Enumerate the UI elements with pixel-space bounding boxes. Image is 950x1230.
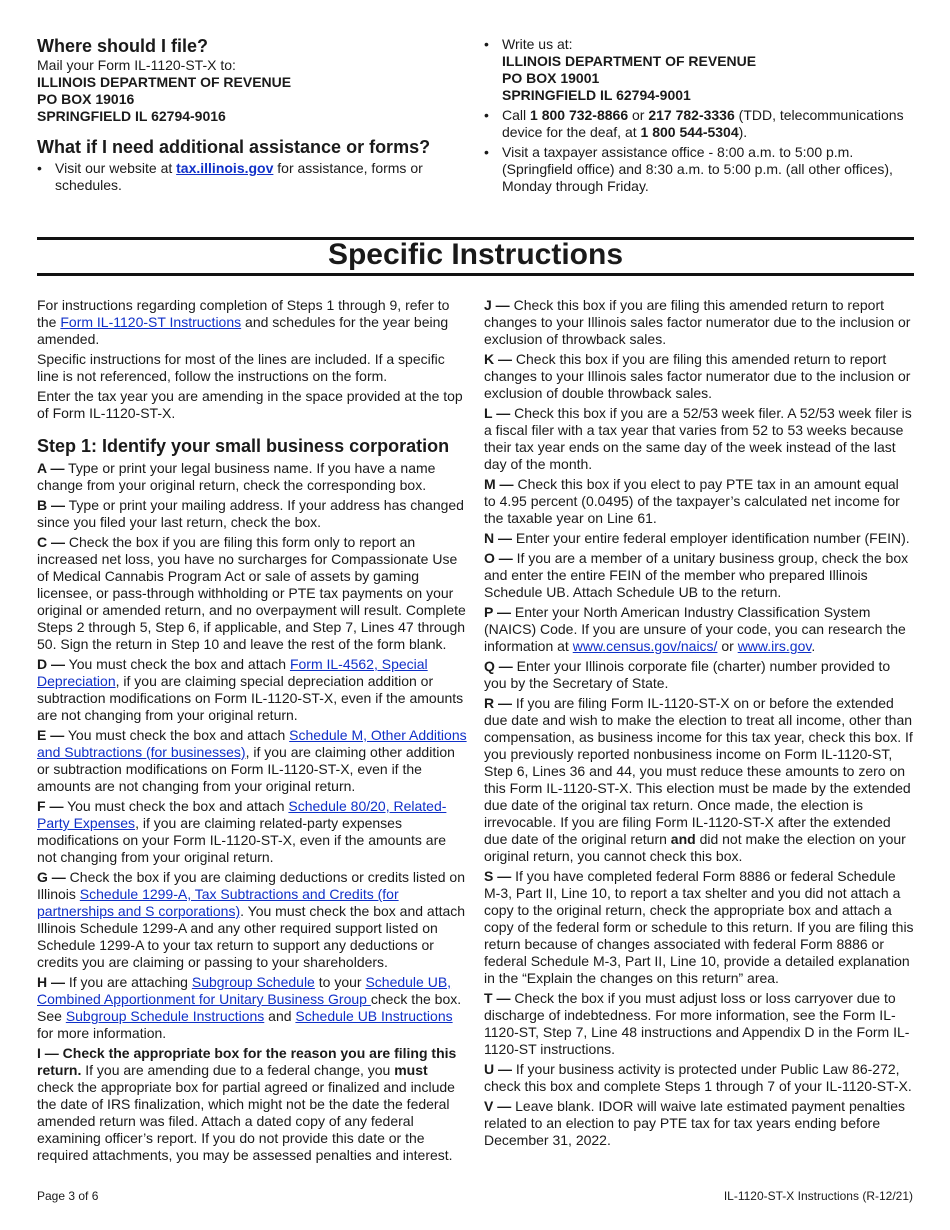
contact-list bbox=[484, 36, 914, 195]
text: and schedules for the year being amended. bbox=[37, 314, 449, 347]
text: For instructions regarding completion of Steps 1 through 9, refer to the bbox=[37, 297, 450, 330]
census-naics-link[interactable]: www.census.gov/naics/ bbox=[572, 638, 718, 654]
text: If your business activity is protected under Public Law 86-272, check this box and complete Steps 1 through 7 of your IL-1120-ST-X. bbox=[484, 1061, 912, 1094]
text: and bbox=[264, 1008, 296, 1024]
page-number: Page 3 of 6 bbox=[37, 1189, 99, 1203]
text: check the box. See bbox=[37, 991, 462, 1024]
text: You must check the box and attach bbox=[65, 656, 290, 672]
item-c bbox=[37, 534, 467, 653]
item-label: L — bbox=[484, 405, 511, 421]
item-d bbox=[37, 656, 467, 724]
item-label: S — bbox=[484, 868, 512, 884]
item-label: T — bbox=[484, 990, 511, 1006]
item-u bbox=[484, 1061, 914, 1095]
item-label: U — bbox=[484, 1061, 512, 1077]
item-q bbox=[484, 658, 914, 692]
schedule-ub-instructions-link[interactable]: Schedule UB Instructions bbox=[295, 1008, 453, 1024]
item-label: R — bbox=[484, 695, 512, 711]
item-label: F — bbox=[37, 798, 64, 814]
list-item bbox=[484, 36, 914, 104]
text: You must check the box and attach bbox=[63, 798, 289, 814]
left-column bbox=[37, 297, 467, 1167]
schedule-8020-link[interactable]: Schedule 80/20, Related-Party Expenses bbox=[37, 798, 447, 831]
item-k bbox=[484, 351, 914, 402]
text: (TDD, telecommunications device for the deaf, at bbox=[502, 107, 904, 140]
item-t bbox=[484, 990, 914, 1058]
right-column bbox=[484, 297, 914, 1152]
text: Check this box if you are a 52/53 week filer. A 52/53 week filer is a fiscal filer with a tax year that varies from 52 to 53 weeks because their tax year ends on the same day of the week instead of the last day of the month. bbox=[484, 405, 912, 472]
where-to-file-heading: Where should I file? bbox=[37, 36, 209, 56]
emphasis: must bbox=[394, 1062, 428, 1078]
schedule-ub-link[interactable]: Schedule UB, Combined Apportionment for Unitary Business Group bbox=[37, 974, 452, 1007]
item-label: C — bbox=[37, 534, 65, 550]
text: Leave blank. IDOR will waive late estimated payment penalties related to an election to pay PTE tax for tax years ending before December 31, 2022. bbox=[484, 1098, 905, 1148]
schedule-m-link[interactable]: Schedule M, Other Additions and Subtractions (for businesses) bbox=[37, 727, 467, 760]
address-line: ILLINOIS DEPARTMENT OF REVENUE bbox=[502, 53, 757, 69]
text: Call bbox=[502, 107, 531, 123]
text: for assistance, forms or schedules. bbox=[55, 160, 423, 193]
item-e bbox=[37, 727, 467, 795]
text: If you are amending due to a federal change, you bbox=[81, 1062, 395, 1078]
text: Check this box if you are filing this amended return to report changes to your Illinois sales factor numerator due to the inclusion or exclusion of double throwback sales. bbox=[484, 351, 911, 401]
item-s bbox=[484, 868, 914, 987]
phone-number: 1 800 544-5304 bbox=[640, 124, 739, 140]
text: If you are a member of a unitary business group, check the box and enter the entire FEIN of the member who prepared Illinois Schedule UB. Attach Schedule UB to the return. bbox=[484, 550, 909, 600]
text: You must check the box and attach bbox=[64, 727, 290, 743]
item-o bbox=[484, 550, 914, 601]
item-label: A — bbox=[37, 460, 65, 476]
phone-number: 217 782-3336 bbox=[648, 107, 735, 123]
text: , if you are claiming special depreciation addition or subtraction modifications on Form IL-1120-ST-X, even if the amounts are not changing from your original return. bbox=[37, 673, 464, 723]
item-b bbox=[37, 497, 467, 531]
text: for more information. bbox=[37, 1025, 167, 1041]
mail-intro: Mail your Form IL-1120-ST-X to: bbox=[37, 57, 236, 73]
text: , if you are claiming related-party expenses modifications on your Form IL-1120-ST-X, even if the amounts are not changing from your original return. bbox=[37, 815, 447, 865]
where-to-file-section bbox=[37, 36, 457, 197]
text: Enter your Illinois corporate file (charter) number provided to you by the Secretary of State. bbox=[484, 658, 891, 691]
item-label: E — bbox=[37, 727, 65, 743]
text: . bbox=[811, 638, 816, 654]
item-l bbox=[484, 405, 914, 473]
irs-link[interactable]: www.irs.gov bbox=[737, 638, 812, 654]
address-line: ILLINOIS DEPARTMENT OF REVENUE bbox=[37, 74, 292, 90]
text: Check the box if you are filing this form only to report an increased net loss, you have no surcharges for Compassionate Use of Medical Cannabis Program Act or sale of assets by gaming licensee, or pass-through withholding or PTE tax payments on your original or amended return, and no overpayment will result. Complete Steps 2 through 5, Step 6, if applicable, and Step 7, Lines 47 through 50. Sign the return in Step 10 and leave the rest of the form blank. bbox=[37, 534, 466, 652]
item-j bbox=[484, 297, 914, 348]
item-label: I — Check the appropriate box for the reason you are filing this return. bbox=[37, 1045, 457, 1078]
list-item bbox=[37, 160, 457, 194]
text: . You must check the box and attach Illinois Schedule 1299-A and any other required support listed on Schedule 1299-A to your tax return to support any deductions or credits you are claiming or passing to your shareholders. bbox=[37, 903, 466, 970]
paragraph: Specific instructions for most of the lines are included. If a specific line is not referenced, follow the instructions on the form. bbox=[37, 351, 445, 384]
text: or bbox=[628, 107, 649, 123]
text: If you are filing Form IL-1120-ST-X on or before the extended due date and wish to make the election to treat all income, other than compensation, as business income for this tax year, check this box. If you previously reported nonbusiness income on Form IL-1120-ST, Step 6, Lines 36 and 44, you must reduce these amounts to zero on this Form IL-1120-ST-X. This election must be made by the extended due date of the original tax return. Once made, the election is irrevocable. If you are filing Form IL-1120-ST-X after the extended due date of the original return bbox=[484, 695, 913, 847]
il1120st-instructions-link[interactable]: Form IL-1120-ST Instructions bbox=[60, 314, 242, 330]
text: Check the box if you must adjust loss or loss carryover due to discharge of indebtedness. For more information, see the Form IL-1120-ST, Step 7, Line 48 instructions and Appendix D in the Form IL-1120-ST instructions. bbox=[484, 990, 910, 1057]
write-address bbox=[502, 53, 914, 104]
text: check the appropriate box for partial agreed or finalized and include the date of IRS finalization, which might not be the date the federal amended return was filed. Attach a dated copy of any federal examining officer’s report. If you do not provide this date or the required attachments, you may be assessed penalties and interest. bbox=[37, 1079, 455, 1163]
item-v bbox=[484, 1098, 914, 1149]
text: , if you are claiming other addition or subtraction modifications on Form IL-1120-ST-X, even if the amounts are not changing from your original return. bbox=[37, 744, 455, 794]
item-label: P — bbox=[484, 604, 511, 620]
text: Type or print your mailing address. If your address has changed since you filed your last return, check the box. bbox=[37, 497, 464, 530]
form-il4562-link[interactable]: Form IL-4562, Special Depreciation bbox=[37, 656, 428, 689]
item-i bbox=[37, 1045, 467, 1164]
item-label: H — bbox=[37, 974, 65, 990]
page-title: Specific Instructions bbox=[327, 238, 624, 271]
text: to your bbox=[314, 974, 366, 990]
item-g bbox=[37, 869, 467, 971]
write-intro: • Write us at: bbox=[502, 36, 573, 52]
form-revision: IL-1120-ST-X Instructions (R-12/21) bbox=[723, 1189, 913, 1203]
item-label: D — bbox=[37, 656, 65, 672]
item-label: K — bbox=[484, 351, 512, 367]
assistance-list bbox=[37, 160, 457, 194]
address-line: SPRINGFIELD IL 62794-9016 bbox=[37, 108, 226, 124]
subgroup-instructions-link[interactable]: Subgroup Schedule Instructions bbox=[65, 1008, 265, 1024]
divider bbox=[37, 273, 914, 276]
list-item bbox=[484, 107, 914, 141]
item-m bbox=[484, 476, 914, 527]
item-label: M — bbox=[484, 476, 514, 492]
item-label: B — bbox=[37, 497, 65, 513]
item-h bbox=[37, 974, 467, 1042]
website-link[interactable]: tax.illinois.gov bbox=[176, 160, 274, 176]
text: Enter your North American Industry Classification System (NAICS) Code. If you are unsure of your code, you can research the information at bbox=[484, 604, 906, 654]
item-n bbox=[484, 530, 914, 547]
list-item: • Visit a taxpayer assistance office - 8:00 a.m. to 5:00 p.m. (Springfield office) and 8:30 a.m. to 5:00 p.m. (all other offices), Monday through Friday. bbox=[484, 144, 914, 195]
address-line: PO BOX 19016 bbox=[37, 91, 135, 107]
emphasis: and bbox=[670, 831, 696, 847]
item-label: V — bbox=[484, 1098, 512, 1114]
item-label: Q — bbox=[484, 658, 513, 674]
text: or bbox=[717, 638, 738, 654]
item-p bbox=[484, 604, 914, 655]
contact-section bbox=[484, 36, 914, 198]
text: ). bbox=[738, 124, 748, 140]
item-label: J — bbox=[484, 297, 510, 313]
paragraph bbox=[37, 297, 467, 348]
item-label: N — bbox=[484, 530, 512, 546]
phone-number: 1 800 732-8866 bbox=[530, 107, 629, 123]
step1-heading: Step 1: Identify your small business corporation bbox=[37, 436, 450, 456]
text: If you have completed federal Form 8886 or federal Schedule M-3, Part II, Line 10, to report a tax shelter and you did not attach a copy to the original return, check the appropriate box and attach a copy of the federal form or schedule to this return. If you are filing this return because of changes associated with federal Form 8886 or federal Schedule M-3, Part II, Line 10, provide a detailed explanation in the “Explain the changes on this return” area. bbox=[484, 868, 914, 986]
item-r bbox=[484, 695, 914, 865]
text: Enter your entire federal employer identification number (FEIN). bbox=[512, 530, 910, 546]
item-label: G — bbox=[37, 869, 66, 885]
text: did not make the election on your original return, you cannot check this box. bbox=[484, 831, 906, 864]
schedule-1299a-link[interactable]: Schedule 1299-A, Tax Subtractions and Credits (for partnerships and S corporations) bbox=[37, 886, 399, 919]
assistance-heading: What if I need additional assistance or forms? bbox=[37, 137, 431, 157]
text: Check the box if you are claiming deductions or credits listed on Illinois bbox=[37, 869, 465, 902]
address-line: PO BOX 19001 bbox=[502, 70, 600, 86]
subgroup-schedule-link[interactable]: Subgroup Schedule bbox=[191, 974, 315, 990]
item-a bbox=[37, 460, 467, 494]
item-label: O — bbox=[484, 550, 513, 566]
mailing-address bbox=[37, 74, 457, 125]
text: Check this box if you elect to pay PTE tax in an amount equal to 4.95 percent (0.0495) of the taxpayer’s calculated net income for the taxable year on Line 61. bbox=[484, 476, 900, 526]
paragraph: Enter the tax year you are amending in the space provided at the top of Form IL-1120-ST-X. bbox=[37, 388, 463, 421]
text: Check this box if you are filing this amended return to report changes to your Illinois sales factor numerator due to the inclusion or exclusion of throwback sales. bbox=[484, 297, 911, 347]
address-line: SPRINGFIELD IL 62794-9001 bbox=[502, 87, 691, 103]
text: Type or print your legal business name. If you have a name change from your original return, check the corresponding box. bbox=[37, 460, 436, 493]
text: If you are attaching bbox=[65, 974, 192, 990]
item-f bbox=[37, 798, 467, 866]
text: Visit our website at bbox=[55, 160, 177, 176]
